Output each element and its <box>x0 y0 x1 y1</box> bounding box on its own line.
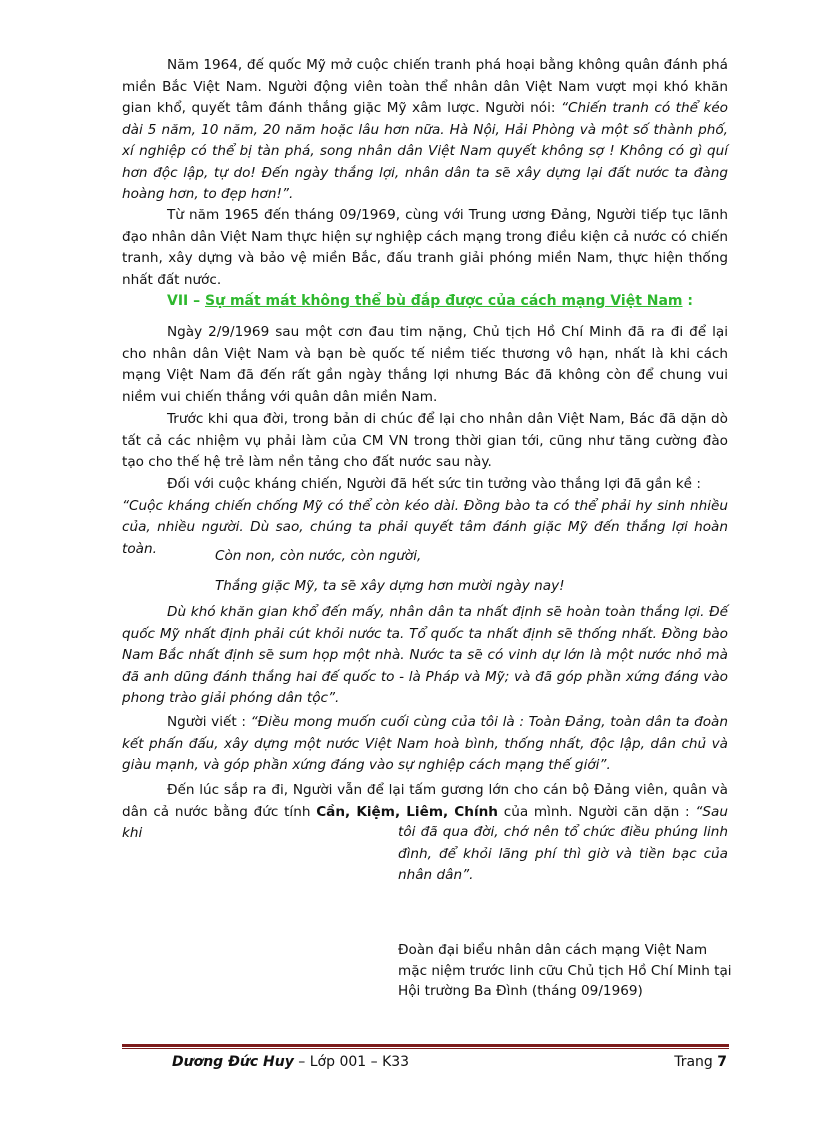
paragraph-text-2: của mình. Người căn dặn : <box>497 803 696 820</box>
paragraph-1965: Từ năm 1965 đến tháng 09/1969, cùng với Trung ương Đảng, Người tiếp tục lãnh đạo nhân dân Việt Nam thực hiện sự nghiệp cách mạng trong điều kiện cả nước có chiến tranh, xây dựng và bảo vệ miền Bắc, đấu tranh giải phóng miền Nam, thực hiện thống nhất đất nước. <box>122 207 728 288</box>
paragraph-passing: Ngày 2/9/1969 sau một cơn đau tim nặng, Chủ tịch Hồ Chí Minh đã ra đi để lại cho nhân dân Việt Nam và bạn bè quốc tế niềm tiếc thương vô hạn, nhất là khi cách mạng Việt Nam đã đến rất gần ngày thắng lợi nhưng Bác đã không còn để chung vui niềm vui chiến thắng với quân dân miền Nam. <box>122 324 728 405</box>
page-label: Trang <box>674 1054 718 1070</box>
paragraph-victory-quote: Dù khó khăn gian khổ đến mấy, nhân dân ta nhất định sẽ hoàn toàn thắng lợi. Đế quốc Mỹ nhất định phải cút khỏi nước ta. Tổ quốc ta nhất định sẽ thống nhất. Đồng bào Nam Bắc nhất định sẽ sum họp một nhà. Nước ta sẽ có vinh dự lớn là một nước nhỏ mà đã anh dũng đánh thắng hai đế quốc to - là Pháp và Mỹ; và đã góp phần xứng đáng vào phong trào giải phóng dân tộc”. <box>122 604 728 706</box>
paragraph-1964 <box>122 55 728 206</box>
section-title: Sự mất mát không thể bù đắp được của cách mạng Việt Nam <box>205 293 683 309</box>
footer-page <box>674 1052 727 1072</box>
verse-line-2: Thắng giặc Mỹ, ta sẽ xây dựng hơn mười ngày nay! <box>215 578 565 594</box>
paragraph-testament: Trước khi qua đời, trong bản di chúc để lại cho nhân dân Việt Nam, Bác đã dặn dò tất cả các nhiệm vụ phải làm của CM VN trong thời gian tới, cũng như tăng cường đào tạo cho thế hệ trẻ làm nền tảng cho đất nước sau này. <box>122 411 728 470</box>
paragraph-last-wish <box>122 712 728 777</box>
author-name: Dương Đức Huy <box>172 1054 294 1070</box>
paragraph-text: Đến lúc sắp ra đi, Người vẫn để lại tấm gương lớn cho cán bộ Đảng viên, quân và dân cả nước bằng đức tính <box>122 782 728 820</box>
paragraph-text: Đối với cuộc kháng chiến, Người đã hết sức tin tưởng vào thắng lợi đã gần kề : <box>167 476 701 492</box>
verse-line-1: Còn non, còn nước, còn người, <box>215 548 422 564</box>
footer-rule-thin <box>122 1048 729 1049</box>
quote-continuation: tôi đã qua đời, chớ nên tổ chức điều phúng linh đình, để khỏi lãng phí thì giờ và tiền bạc của nhân dân”. <box>398 824 728 883</box>
quote-text: “Điều mong muốn cuối cùng của tôi là : Toàn Đảng, toàn dân ta đoàn kết phấn đấu, xây dựng một nước Việt Nam hoà bình, thống nhất, độc lập, dân chủ và giàu mạnh, và góp phần xứng đáng vào sự nghiệp cách mạng thế giới”. <box>122 714 728 773</box>
paragraph-text: Người viết : <box>167 714 251 730</box>
page-number: 7 <box>717 1054 727 1070</box>
photo-caption: Đoàn đại biểu nhân dân cách mạng Việt Nam mặc niệm trước linh cữu Chủ tịch Hồ Chí Minh tại Hội trường Ba Đình (tháng 09/1969) <box>398 942 732 999</box>
virtues-bold: Cần, Kiệm, Liêm, Chính <box>316 803 498 820</box>
footer-author <box>172 1052 409 1072</box>
class-info: – Lớp 001 – K33 <box>293 1054 410 1070</box>
paragraph-resistance <box>122 474 728 560</box>
section-heading <box>167 291 727 311</box>
footer-rule <box>122 1044 729 1047</box>
paragraph-text: Năm 1964, đế quốc Mỹ mở cuộc chiến tranh phá hoại bằng không quân đánh phá miền Bắc Việt Nam. Người động viên toàn thể nhân dân Việt Nam vượt mọi khó khăn gian khổ, quyết tâm đánh thắng giặc Mỹ xâm lược. Người nói: <box>122 57 728 116</box>
quote-text: “Chiến tranh có thể kéo dài 5 năm, 10 năm, 20 năm hoặc lâu hơn nữa. Hà Nội, Hải Phòng và một số thành phố, xí nghiệp có thể bị tàn phá, song nhân dân Việt Nam quyết không sợ ! Không có gì quí hơn độc lập, tự do! Đến ngày thắng lợi, nhân dân ta sẽ xây dựng lại đất nước ta đàng hoàng hơn, to đẹp hơn!”. <box>122 100 729 202</box>
section-colon: : <box>682 293 693 309</box>
quote-text: “Cuộc kháng chiến chống Mỹ có thể còn kéo dài. Đồng bào ta có thể phải hy sinh nhiều của, nhiều người. Dù sao, chúng ta phải quyết tâm đánh giặc Mỹ đến thắng lợi hoàn toàn. <box>122 497 728 557</box>
quote-start: “Sau khi <box>122 803 728 841</box>
section-number: VII – <box>167 293 206 309</box>
